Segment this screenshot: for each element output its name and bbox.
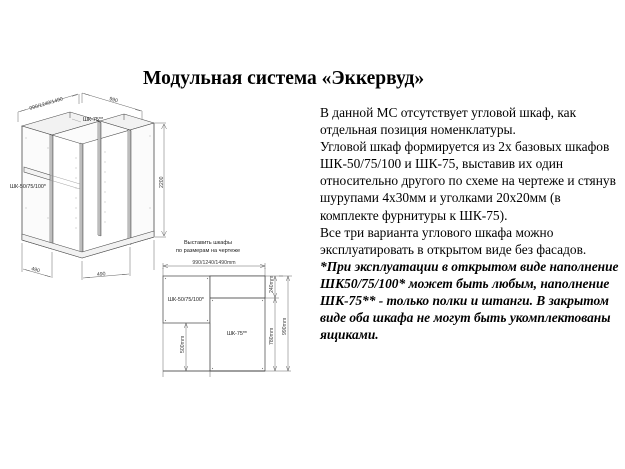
paragraph-2: Угловой шкаф формируется из 2х базовых шкафов ШК-50/75/100 и ШК-75, выставив их один относительно другого по схеме на чертеже и стянув шурупами 4х30мм и уголками 20х20мм (в комплекте фурнитуры к ШК-75). <box>320 139 616 223</box>
plan-dim-990: 990mm <box>282 317 288 335</box>
iso-label-right-cabinet: ШК-75** <box>83 117 104 123</box>
plan-note-line-1: Выставить шкафы <box>183 240 233 246</box>
page-title: Модульная система «Эккервуд» <box>143 68 425 89</box>
plan-dim-780: 780mm <box>269 327 275 345</box>
plan-right-cabinet <box>210 276 265 371</box>
plan-dim-500: 500mm <box>180 335 186 353</box>
iso-label-left-cabinet: ШК-50/75/100* <box>10 184 46 190</box>
iso-dim-bottom-right: 490 <box>96 271 106 278</box>
iso-dim-height: 2200 <box>159 176 165 188</box>
paragraph-3: Все три варианта углового шкафа можно эксплуатировать в открытом виде без фасадов. <box>320 224 587 257</box>
iso-dim-top-left: 990/1240/1490 <box>28 96 64 112</box>
plan-dim-top: 990/1240/1490mm <box>192 260 236 266</box>
isometric-drawing <box>4 88 179 288</box>
paragraph-1: В данной МС отсутствует угловой шкаф, как отдельная позиция номенклатуры. <box>320 105 577 138</box>
plan-dim-240: 240mm <box>269 275 275 293</box>
body-text-column <box>320 104 620 343</box>
plan-drawing <box>155 235 320 400</box>
iso-dim-top-right: 990 <box>108 96 119 105</box>
iso-dim-bottom-left: 490 <box>30 266 41 275</box>
plan-label-right-cabinet: ШК-75** <box>226 331 248 337</box>
paragraph-4-emphasized: *При эксплуатации в открытом виде наполнение ШК50/75/100* может быть любым, наполнение ШК-75** - только полки и штанги. В закрытом виде оба шкафа не могут быть укомплектованы ящиками. <box>320 258 619 343</box>
plan-label-left-cabinet: ШК-50/75/100* <box>168 297 204 303</box>
plan-note-line-2: по размерам на чертеже <box>175 248 241 254</box>
